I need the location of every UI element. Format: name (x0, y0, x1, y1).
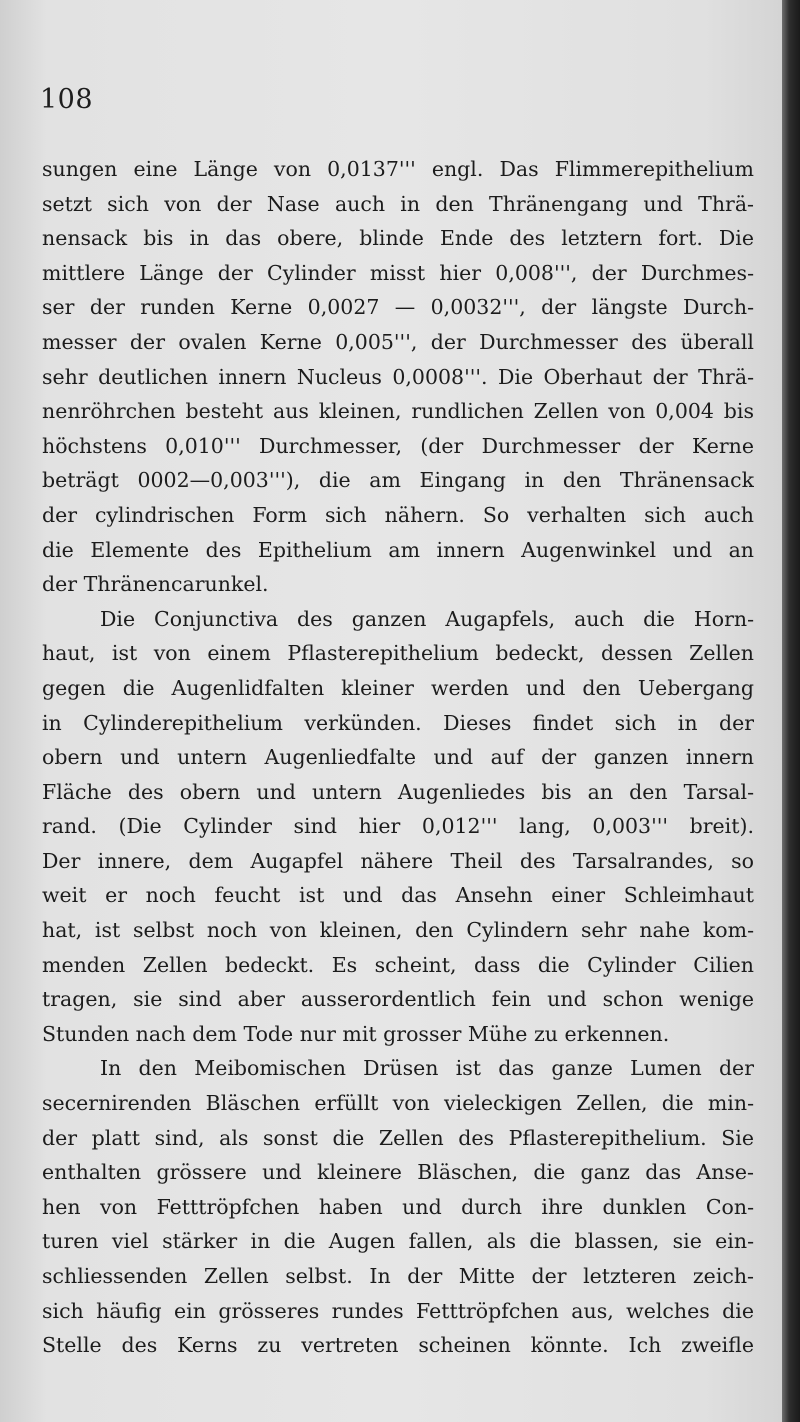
text-line-19: Fläche des obern und untern Augenliedes bis an den Tarsal- (42, 779, 754, 804)
text-line-4: mittlere Länge der Cylinder misst hier 0,008''', der Durchmes- (42, 260, 754, 285)
text-line-33: schliessenden Zellen selbst. In der Mitte der letzteren zeich- (42, 1264, 754, 1288)
text-line-16: gegen die Augenlidfalten kleiner werden und den Uebergang (42, 675, 754, 700)
text-line-26: Stunden nach dem Tode nur mit grosser Mühe zu erkennen. (42, 1021, 670, 1046)
text-line-1: sungen eine Länge von 0,0137''' engl. Das Flimmerepithelium (42, 157, 754, 181)
text-line-29: der platt sind, als sonst die Zellen des Pflasterepithelium. Sie (42, 1125, 754, 1150)
text-line-34: sich häufig ein grösseres rundes Fetttröpfchen aus, welches die (42, 1298, 754, 1323)
text-line-21: Der innere, dem Augapfel nähere Theil des Tarsalrandes, so (42, 848, 754, 873)
body-text (42, 152, 754, 1363)
text-line-15: haut, ist von einem Pflasterepithelium bedeckt, dessen Zellen (42, 641, 754, 666)
text-line-8: nenröhrchen besteht aus kleinen, rundlichen Zellen von 0,004 bis (42, 399, 754, 424)
text-line-35: Stelle des Kerns zu vertreten scheinen könnte. Ich zweifle (42, 1333, 754, 1358)
text-line-14: Die Conjunctiva des ganzen Augapfels, auch die Horn- (100, 606, 754, 631)
text-line-2: setzt sich von der Nase auch in den Thränengang und Thrä- (42, 191, 754, 216)
text-line-31: hen von Fetttröpfchen haben und durch ihre dunklen Con- (42, 1194, 754, 1219)
text-line-24: menden Zellen bedeckt. Es scheint, dass die Cylinder Cilien (42, 952, 754, 977)
text-line-13: der Thränencarunkel. (42, 572, 269, 597)
text-line-25: tragen, sie sind aber ausserordentlich fein und schon wenige (42, 987, 754, 1012)
text-line-22: weit er noch feucht ist und das Ansehn einer Schleimhaut (42, 883, 754, 908)
text-line-12: die Elemente des Epithelium am innern Augenwinkel und an (42, 537, 754, 562)
text-line-18: obern und untern Augenliedfalte und auf der ganzen innern (42, 745, 754, 770)
text-line-27: In den Meibomischen Drüsen ist das ganze Lumen der (100, 1056, 754, 1081)
text-line-32: turen viel stärker in die Augen fallen, als die blassen, sie ein- (42, 1229, 754, 1254)
text-line-28: secernirenden Bläschen erfüllt von vieleckigen Zellen, die min- (42, 1091, 754, 1116)
text-line-17: in Cylinderepithelium verkünden. Dieses findet sich in der (42, 710, 754, 735)
text-line-11: der cylindrischen Form sich nähern. So verhalten sich auch (42, 502, 754, 527)
text-line-23: hat, ist selbst noch von kleinen, den Cylindern sehr nahe kom- (42, 918, 754, 943)
text-line-9: höchstens 0,010''' Durchmesser, (der Durchmesser der Kerne (42, 433, 754, 458)
text-line-5: ser der runden Kerne 0,0027 — 0,0032''', der längste Durch- (42, 295, 754, 320)
text-line-20: rand. (Die Cylinder sind hier 0,012''' lang, 0,003''' breit). (42, 814, 754, 839)
page-number: 108 (40, 84, 94, 115)
text-line-30: enthalten grössere und kleinere Bläschen, die ganz das Anse- (42, 1160, 754, 1185)
text-line-7: sehr deutlichen innern Nucleus 0,0008'''. Die Oberhaut der Thrä- (42, 364, 754, 389)
text-line-3: nensack bis in das obere, blinde Ende des letztern fort. Die (42, 226, 754, 251)
page-gutter-shadow (782, 0, 800, 1422)
text-line-10: beträgt 0002—0,003'''), die am Eingang in den Thränensack (42, 468, 754, 493)
text-line-6: messer der ovalen Kerne 0,005''', der Durchmesser des überall (42, 329, 754, 354)
